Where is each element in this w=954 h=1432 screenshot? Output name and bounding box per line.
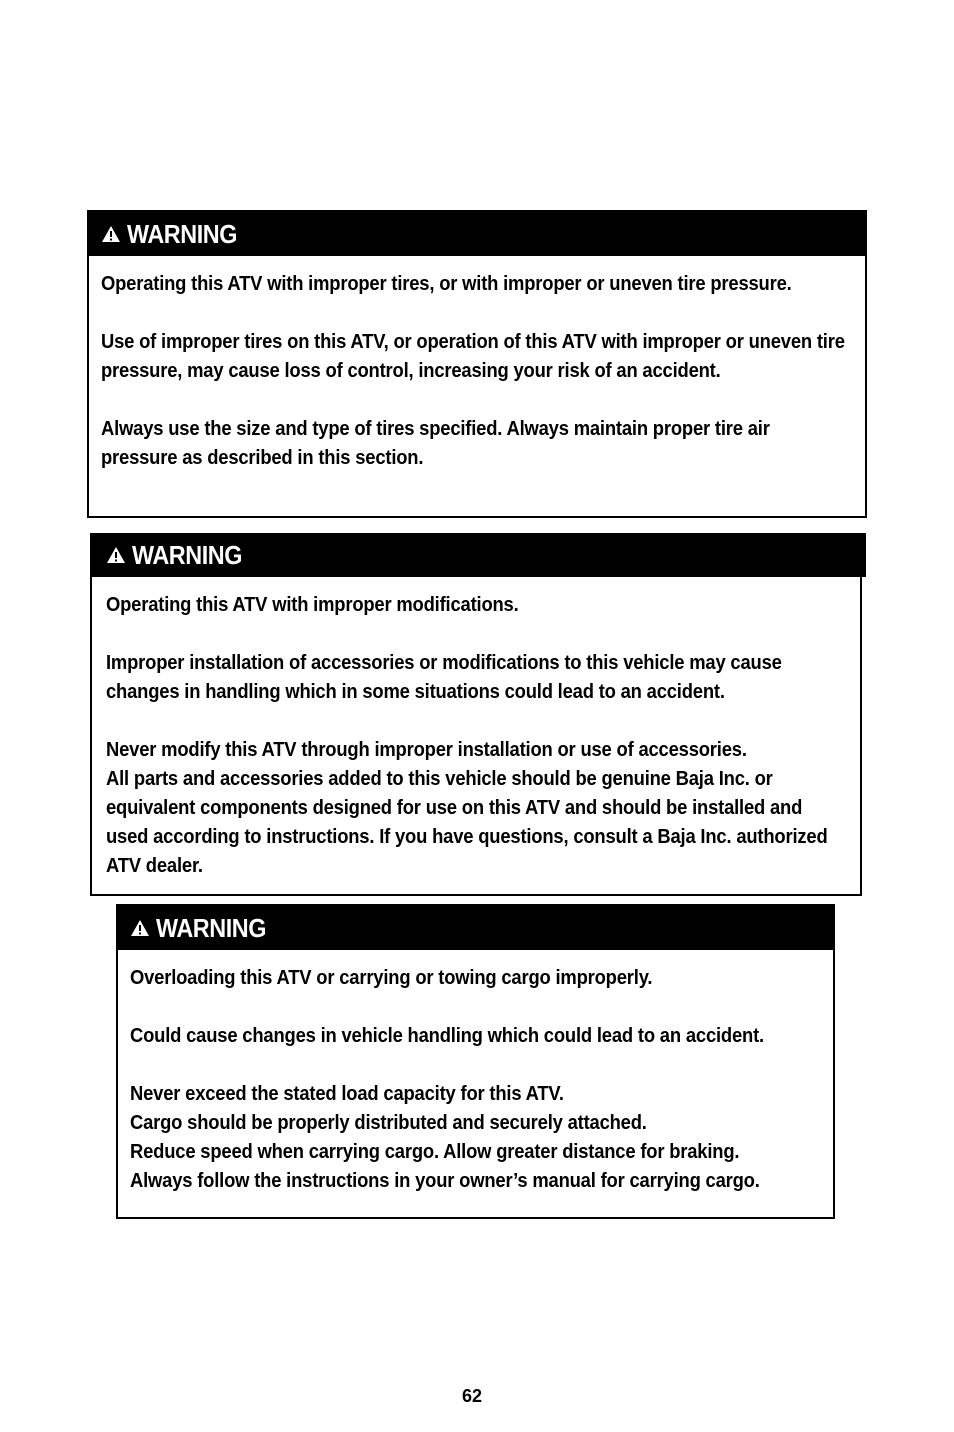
warning-title: WARNING xyxy=(156,912,266,943)
warning-box-modifications xyxy=(90,533,862,896)
instruction-line: Cargo should be properly distributed and securely attached. xyxy=(130,1112,647,1134)
warning-hazard: Overloading this ATV or carrying or towing cargo improperly. xyxy=(130,967,653,989)
instruction-line: Always follow the instructions in your owner’s manual for carrying cargo. xyxy=(130,1170,760,1192)
warning-body xyxy=(92,577,860,893)
warning-header xyxy=(90,533,866,577)
instruction-line: Never exceed the stated load capacity for this ATV. xyxy=(130,1083,564,1105)
warning-body xyxy=(89,256,865,485)
warning-instructions xyxy=(106,736,843,881)
instruction-line: Always use the size and type of tires specified. Always maintain proper tire air pressure as described in this section. xyxy=(101,418,770,469)
warning-triangle-icon xyxy=(130,919,150,937)
warning-triangle-icon xyxy=(101,225,121,243)
warning-consequence: Could cause changes in vehicle handling which could lead to an accident. xyxy=(130,1025,764,1047)
warning-hazard: Operating this ATV with improper modifications. xyxy=(106,594,519,616)
warning-header xyxy=(89,212,865,256)
warning-header xyxy=(118,906,833,950)
warning-instructions xyxy=(101,415,848,473)
instruction-line: Never modify this ATV through improper installation or use of accessories. xyxy=(106,739,747,761)
instruction-line: Reduce speed when carrying cargo. Allow greater distance for braking. xyxy=(130,1141,740,1163)
warning-instructions xyxy=(130,1080,817,1196)
warning-body xyxy=(118,950,833,1208)
warning-consequence: Improper installation of accessories or modifications to this vehicle may cause changes in handling which in some situations could lead to an accident. xyxy=(106,652,782,703)
warning-hazard: Operating this ATV with improper tires, or with improper or uneven tire pressure. xyxy=(101,273,792,295)
warning-consequence: Use of improper tires on this ATV, or operation of this ATV with improper or uneven tire pressure, may cause loss of control, increasing your risk of an accident. xyxy=(101,331,845,382)
warning-triangle-icon xyxy=(106,546,126,564)
warning-title: WARNING xyxy=(127,218,237,249)
warning-title: WARNING xyxy=(132,539,242,570)
page-number: 62 xyxy=(461,1386,483,1406)
warning-box-tires xyxy=(87,210,867,518)
warning-box-cargo xyxy=(116,904,835,1219)
instruction-line: All parts and accessories added to this vehicle should be genuine Baja Inc. or equivalent components designed for use on this ATV and should be installed and used according to instructions. If you have questions, consult a Baja Inc. authorized ATV dealer. xyxy=(106,768,828,877)
